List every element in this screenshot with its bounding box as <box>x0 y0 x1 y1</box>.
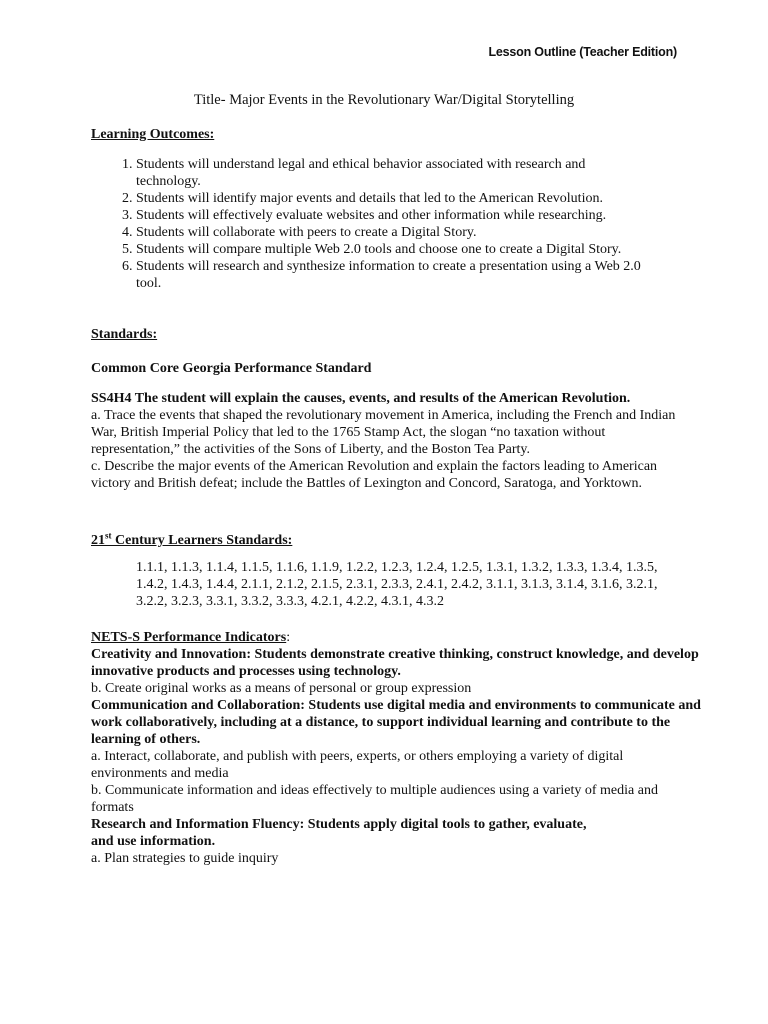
learning-outcomes-section <box>91 156 651 292</box>
ss4h4-heading: SS4H4 The student will explain the causes, events, and results of the American Revolution. <box>91 391 631 406</box>
standards-label: Standards: <box>91 327 158 342</box>
learning-outcomes-heading <box>91 126 691 143</box>
communication-heading: Communication and Collaboration: Students use digital media and environments to communicate and work collaboratively, including at a distance, to support individual learning and contribute to the learning of others. <box>91 698 701 747</box>
ss4h4-item-c: c. Describe the major events of the American Revolution and explain the factors leading to American victory and British defeat; include the Battles of Lexington and Concord, Saratoga, and Yorktown. <box>91 459 658 491</box>
research-heading-line2: and use information. <box>91 834 216 849</box>
georgia-standard-heading: Common Core Georgia Performance Standard <box>91 361 372 376</box>
century21-superscript: st <box>105 530 112 540</box>
edition-header: Lesson Outline (Teacher Edition) <box>488 45 677 59</box>
creativity-heading: Creativity and Innovation: Students demonstrate creative thinking, construct knowledge, and develop innovative products and processes using technology. <box>91 647 699 679</box>
list-item: 3. Students will effectively evaluate websites and other information while researching. <box>136 207 651 224</box>
nets-heading <box>91 629 701 646</box>
century21-standards-list: 1.1.1, 1.1.3, 1.1.4, 1.1.5, 1.1.6, 1.1.9, 1.2.2, 1.2.3, 1.2.4, 1.2.5, 1.3.1, 1.3.2, 1.3.3, 1.3.4, 1.3.5, 1.4.2, 1.4.3, 1.4.4, 2.1.1, 2.1.2, 2.1.5, 2.3.1, 2.3.3, 2.4.1, 2.4.2, 3.1.1, 3.1.3, 3.1.4, 3.1.6, 3.2.1, 3.2.2, 3.2.3, 3.3.1, 3.3.2, 3.3.3, 4.2.1, 4.2.2, 4.3.1, 4.3.2 <box>136 560 658 609</box>
lesson-title: Title- Major Events in the Revolutionary War/Digital Storytelling <box>193 92 575 108</box>
ss4h4-item-a: a. Trace the events that shaped the revolutionary movement in America, including the French and Indian War, British Imperial Policy that led to the 1765 Stamp Act, the slogan “no taxation without representation,” the activities of the Sons of Liberty, and the Boston Tea Party. <box>91 408 676 457</box>
nets-heading-colon: : <box>286 630 291 645</box>
standards-heading <box>91 326 691 343</box>
ss4h4-section <box>91 390 691 492</box>
nets-section <box>91 629 701 867</box>
century21-number: 21 <box>91 532 105 548</box>
learning-outcomes-list <box>91 156 651 292</box>
nets-heading-label: NETS-S Performance Indicators <box>91 630 287 645</box>
communication-item-a: a. Interact, collaborate, and publish with peers, experts, or others employing a variety of digital environments and media <box>91 749 624 781</box>
century21-label <box>91 530 293 548</box>
list-item: 4. Students will collaborate with peers to create a Digital Story. <box>136 224 651 241</box>
creativity-item-b: b. Create original works as a means of personal or group expression <box>91 681 472 696</box>
list-item: 5. Students will compare multiple Web 2.0 tools and choose one to create a Digital Story. <box>136 241 651 258</box>
century21-label-text: Century Learners Standards: <box>111 532 293 548</box>
list-item: 6. Students will research and synthesize information to create a presentation using a Web 2.0 tool. <box>136 258 651 292</box>
century21-heading <box>91 527 691 549</box>
list-item: 2. Students will identify major events and details that led to the American Revolution. <box>136 190 651 207</box>
communication-item-b: b. Communicate information and ideas effectively to multiple audiences using a variety of media and formats <box>91 783 658 815</box>
research-heading-line1: Research and Information Fluency: Students apply digital tools to gather, evaluate, <box>91 817 587 832</box>
century21-standards <box>91 559 691 610</box>
research-item-a: a. Plan strategies to guide inquiry <box>91 851 279 866</box>
learning-outcomes-label: Learning Outcomes: <box>91 127 215 142</box>
list-item: 1. Students will understand legal and ethical behavior associated with research and technology. <box>136 156 651 190</box>
